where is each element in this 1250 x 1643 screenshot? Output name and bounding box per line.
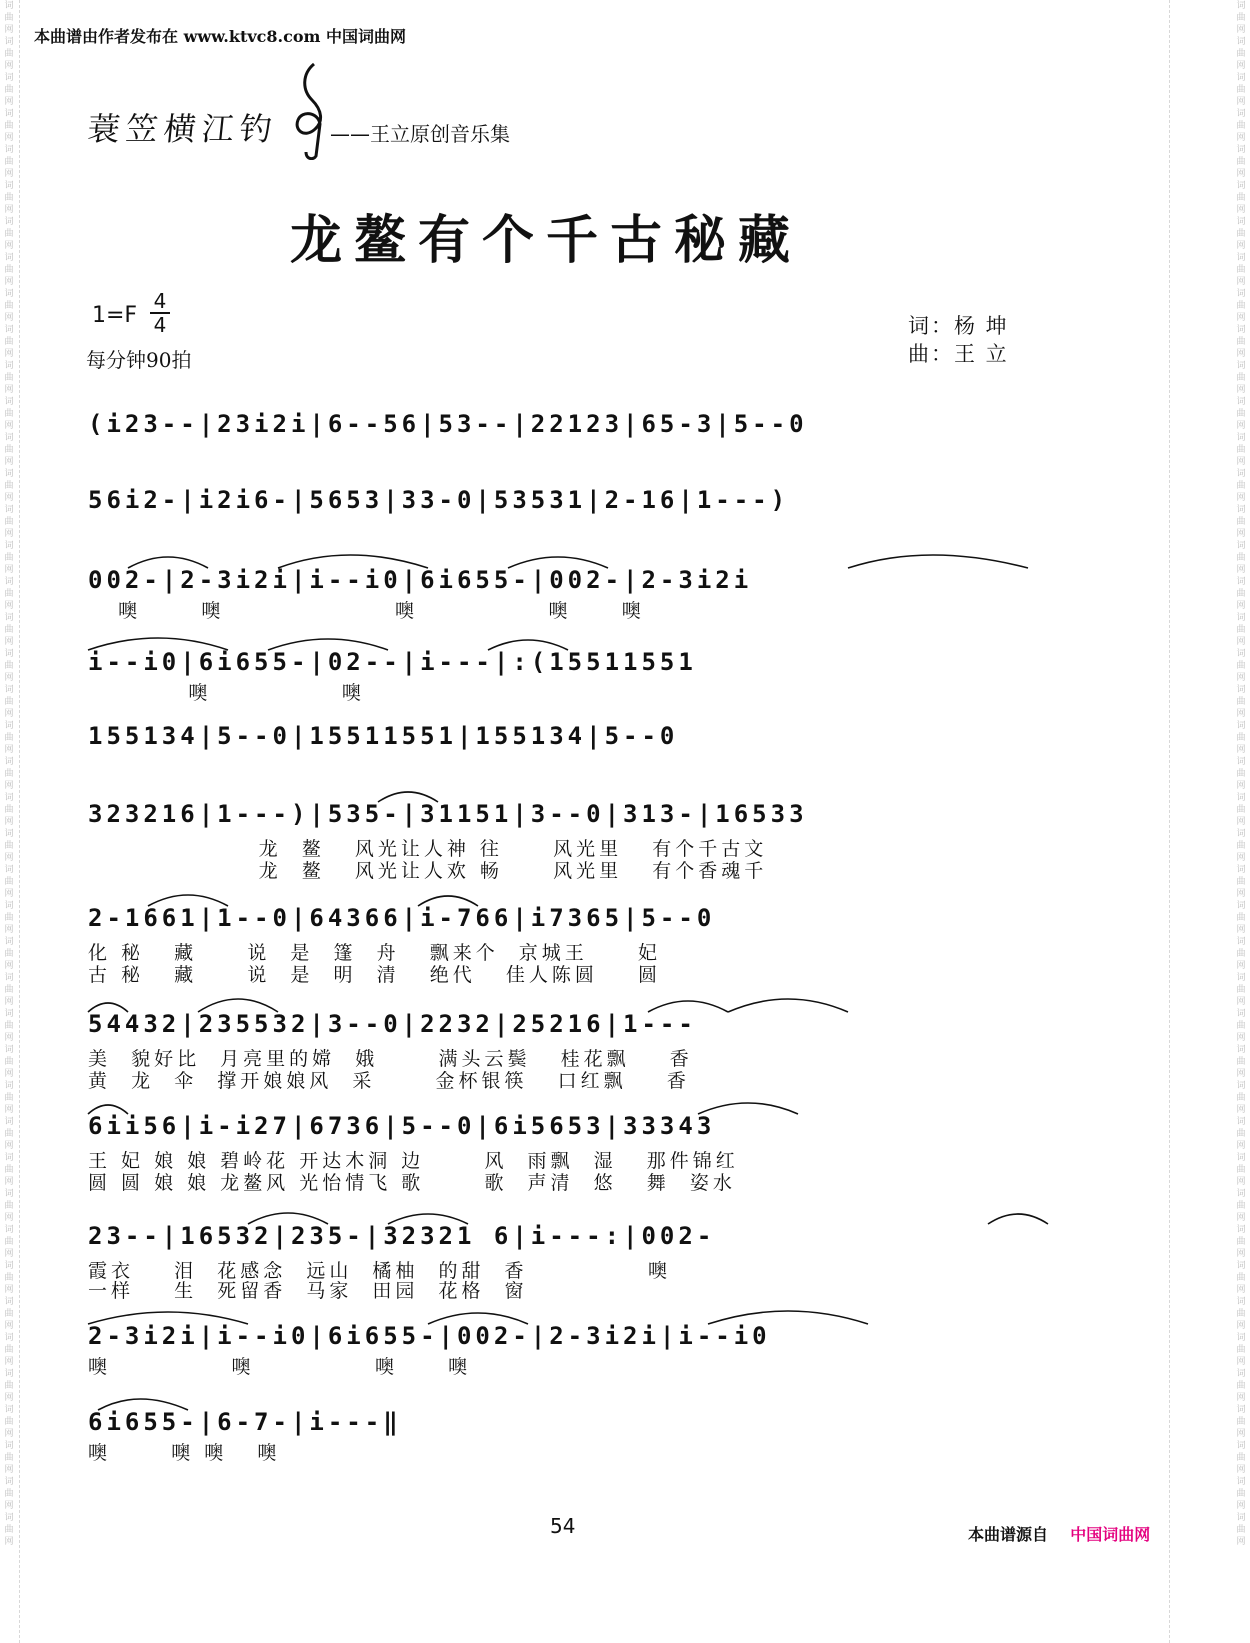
source-site-link[interactable]: 中国词曲网 (1070, 1525, 1151, 1544)
tempo-marking: 每分钟90拍 (86, 348, 192, 372)
notes: 56i2-|i2i6-|5653|33-0|53531|2-16|1---) (88, 486, 790, 514)
margin-guide-left (19, 0, 20, 1643)
notes: i--i0|6i655-|02--|i---|:(15511551 (88, 648, 697, 676)
margin-guide-right (1169, 0, 1170, 1643)
lyrics-line-1: 噢 噢 (88, 682, 365, 704)
notes: 54432|235532|3--0|2232|25216|1--- (88, 1010, 697, 1038)
lyrics-line-1: 美 貌好比 月亮里的嫦 娥 满头云鬓 桂花飘 香 (88, 1048, 693, 1070)
notes: 155134|5--0|15511551|155134|5--0 (88, 722, 679, 750)
series-subtitle: ——王立原创音乐集 (330, 122, 510, 146)
page-number: 54 (550, 1514, 576, 1538)
composer-credit: 曲：王 立 (908, 342, 1009, 366)
lyrics-line-1: 霞衣 泪 花感念 远山 橘柚 的甜 香 噢 (88, 1260, 672, 1282)
lyrics-line-2: 龙 鳌 风光让人欢 畅 风光里 有个香魂千 (88, 860, 768, 882)
key-signature: 1=F (92, 303, 138, 328)
lyrics-line-1: 噢 噢 噢 噢 噢 (88, 600, 645, 622)
watermark-left: 词曲网词曲网词曲网词曲网词曲网词曲网词曲网词曲网词曲网词曲网词曲网词曲网词曲网词曲网词曲网词曲网词曲网词曲网词曲网词曲网词曲网词曲网词曲网词曲网词曲网词曲网词曲网词曲网词曲网词曲网词曲网词曲网词曲网词曲网词曲网词曲网词曲网词曲网词曲网词曲网词曲网词曲网词曲网 (4, 1, 14, 1547)
notes: 6ii56|i-i27|6736|5--0|6i5653|33343 (88, 1112, 716, 1140)
notes: 2-1661|1--0|64366|i-766|i7365|5--0 (88, 904, 716, 932)
source-text: 本曲谱源自 (968, 1525, 1049, 1544)
lyricist-credit: 词：杨 坤 (908, 314, 1009, 338)
lyrics-line-1: 噢 噢 噢 噢 (88, 1442, 281, 1464)
notes: 6i655-|6-7-|i---‖ (88, 1408, 402, 1436)
lyrics-line-2: 一样 生 死留香 马家 田园 花格 窗 (88, 1280, 528, 1302)
notes: (i23--|23i2i|6--56|53--|22123|65-3|5--0 (88, 410, 808, 438)
lyrics-line-1: 噢 噢 噢 噢 (88, 1356, 472, 1378)
series-title: 蓑笠横江钓 (85, 110, 280, 148)
song-title: 龙鳌有个千古秘藏 (290, 210, 803, 271)
lyrics-line-2: 黄 龙 伞 撑开娘娘风 采 金杯银筷 口红飘 香 (88, 1070, 690, 1092)
notes: 23--|16532|235-|32321 6|i---:|002- (88, 1222, 716, 1250)
notes: 2-3i2i|i--i0|6i655-|002-|2-3i2i|i--i0 (88, 1322, 771, 1350)
lyrics-line-2: 圆 圆 娘 娘 龙鳌风 光怡情飞 歌 歌 声清 悠 舞 姿水 (88, 1172, 736, 1194)
time-signature-denominator: 4 (153, 313, 167, 337)
lyrics-line-1: 王 妃 娘 娘 碧岭花 开达木洞 边 风 雨飘 湿 那件锦红 (88, 1150, 739, 1172)
lyrics-line-1: 化 秘 藏 说 是 篷 舟 飘来个 京城王 妃 (88, 942, 661, 964)
time-signature-numerator: 4 (150, 290, 170, 314)
lyrics-line-2: 古 秘 藏 说 是 明 清 绝代 佳人陈圆 圆 (88, 964, 661, 986)
treble-clef-icon (290, 60, 330, 160)
lyrics-line-1: 龙 鳌 风光让人神 往 风光里 有个千古文 (88, 838, 768, 860)
time-signature (150, 290, 170, 336)
watermark-right: 词曲网词曲网词曲网词曲网词曲网词曲网词曲网词曲网词曲网词曲网词曲网词曲网词曲网词曲网词曲网词曲网词曲网词曲网词曲网词曲网词曲网词曲网词曲网词曲网词曲网词曲网词曲网词曲网词曲网词曲网词曲网词曲网词曲网词曲网词曲网词曲网词曲网词曲网词曲网词曲网词曲网词曲网词曲网 (1236, 1, 1246, 1547)
notes: 323216|1---)|535-|31151|3--0|313-|16533 (88, 800, 808, 828)
source-banner-bottom (968, 1522, 1150, 1545)
notes: 002-|2-3i2i|i--i0|6i655-|002-|2-3i2i (88, 566, 753, 594)
source-banner-top: 本曲谱由作者发布在 www.ktvc8.com 中国词曲网 (34, 27, 406, 46)
